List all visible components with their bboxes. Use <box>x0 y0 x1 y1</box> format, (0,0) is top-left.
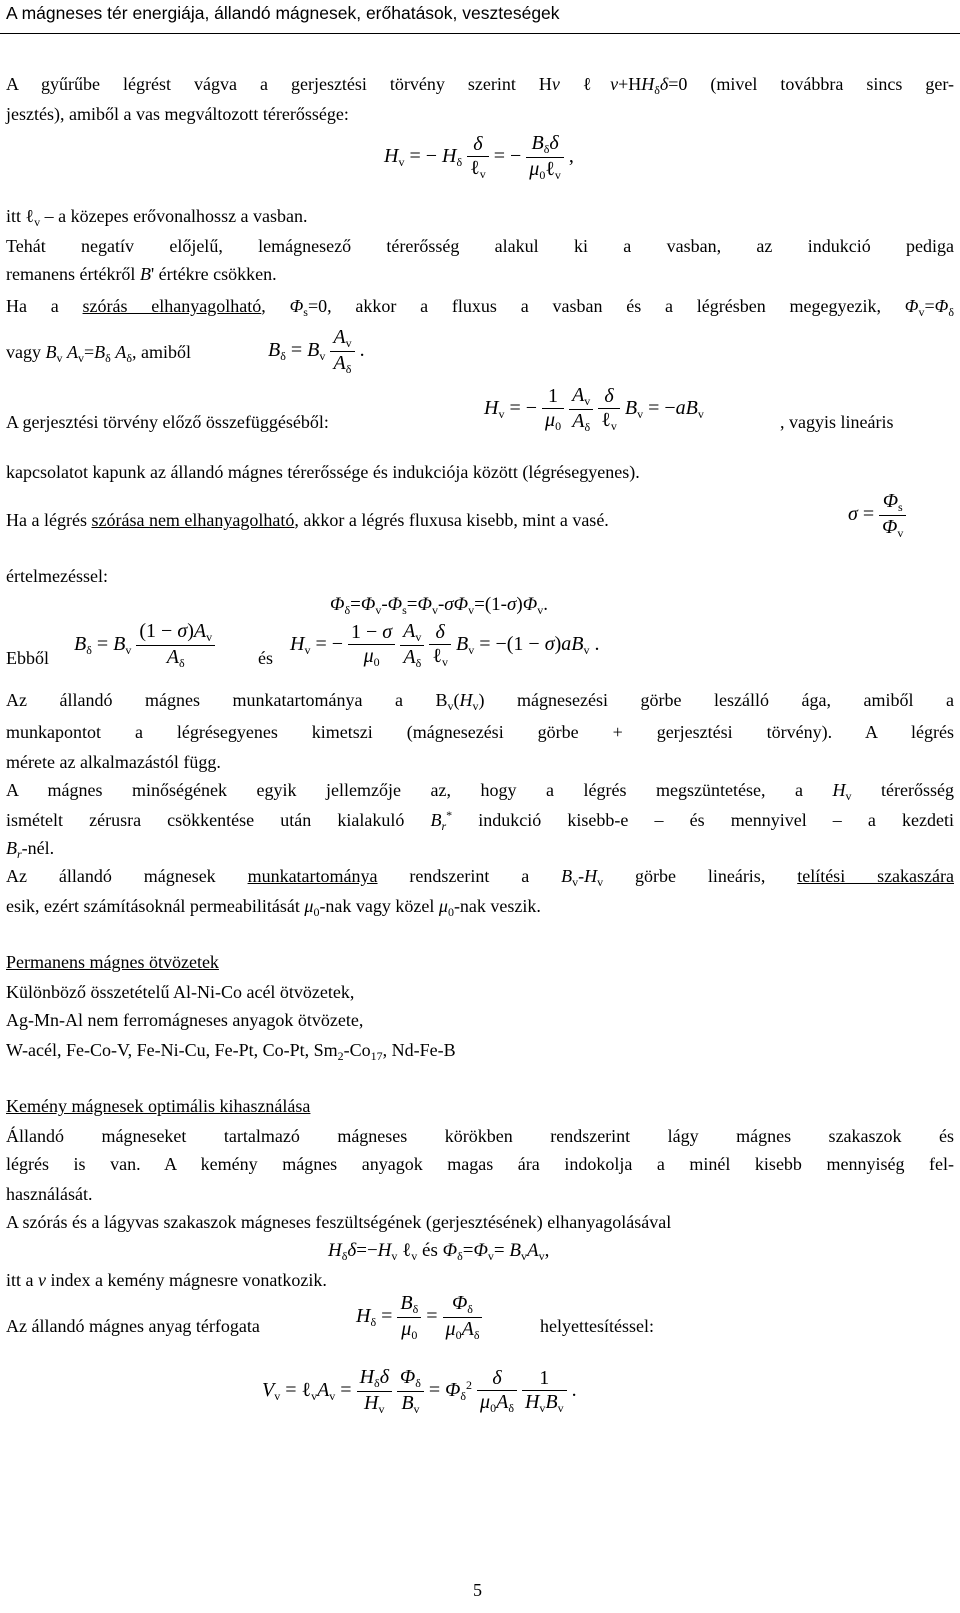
equation-h-delta: $H_\delta$ = $\frac{B_\delta}{\mu_0}$ = $\frac{\Phi_\delta}{\mu_0A_\delta}$ <box>356 1292 482 1343</box>
paragraph-5-line-1a: A gerjesztési törvény előző összefüggéséből: <box>6 412 329 432</box>
equation-bdelta: $B_\delta = B_v$ $\frac{A_v}{A_\delta}$ . <box>268 326 365 376</box>
section-2-line-4: A szórás és a lágyvas szakaszok mágneses feszültségének (gerjesztésének) elhanyagolásával <box>6 1212 672 1232</box>
paragraph-6-es: és <box>258 648 273 668</box>
section-title-permanens: Permanens mágnes ötvözetek <box>6 952 219 972</box>
paragraph-4-line-1: Ha a szórás elhanyagolható, $\Phi_s=0$, akkor a fluxus a vasban és a légrésben megegyezik, $\Phi_v=\Phi_\delta$ <box>6 296 955 319</box>
section-2-line-2: légrés is van. A kemény mágnes anyagok magas ára indokolja a minél kisebb mennyiség fel- <box>6 1154 954 1174</box>
paragraph-8-line-3: $B_r$-nél. <box>6 838 55 861</box>
paragraph-8-line-2: ismételt zérusra csökkentése után kialakuló $B_r^*$ indukció kisebb-e – és mennyivel – a kezdeti <box>6 808 955 833</box>
paragraph-8-line-1: A mágnes minőségének egyik jellemzője az, hogy a légrés megszüntetése, a $H_v$ térerősség <box>6 780 955 803</box>
section-2-line-3: használását. <box>6 1184 93 1204</box>
equation-ebbol-b: $B_\delta = B_v$ $\frac{(1 - \sigma)A_v}{A_\delta}$ <box>74 620 215 671</box>
paragraph-7-line-2: munkapontot a légrésegyenes kimetszi (mágnesezési görbe + gerjesztési törvény). A légrés <box>6 722 954 742</box>
paragraph-9-line-1: Az állandó mágnesek munkatartománya rendszerint a $B_v-H_v$ görbe lineáris, telítési szakaszára <box>6 866 955 889</box>
equation-h-phi: $H_\delta\delta=-H_v$ ℓ$_v$ és $\Phi_\delta=\Phi_v= B_vA_v$, <box>328 1240 550 1263</box>
section-title-kemeny: Kemény mágnesek optimális kihasználása <box>6 1096 311 1116</box>
paragraph-5-line-2: kapcsolatot kapunk az állandó mágnes térerőssége és indukciója között (légrésegyenes). <box>6 462 640 482</box>
section-2-line-7a: Az állandó mágnes anyag térfogata <box>6 1316 260 1336</box>
section-2-line-1: Állandó mágneseket tartalmazó mágneses körökben rendszerint lágy mágnes szakaszok és <box>6 1126 954 1146</box>
paragraph-1-line-1: A gyűrűbe légrést vágva a gerjesztési törvény szerint Hv $\ell v+HH_\delta\delta=0$ (mivel továbbra sincs ger- <box>6 74 955 97</box>
paragraph-6-line-1: Ha a légrés szórása nem elhanyagolható, akkor a légrés fluxusa kisebb, mint a vasé. <box>6 510 609 530</box>
equation-hv-linear: $H_v$ = − $\frac{1}{\mu_0}$ $\frac{A_v}{A_\delta}$ $\frac{\delta}{\ell_v}$ $B_v = -aB_v$ <box>484 384 704 434</box>
paragraph-7-line-3: mérete az alkalmazástól függ. <box>6 752 221 772</box>
equation-sigma: σ = $\frac{\Phi_s}{\Phi_v}$ <box>848 490 906 541</box>
paragraph-7-line-1: Az állandó mágnes munkatartománya a $B_v(H_v)$ mágnesezési görbe leszálló ága, amiből a <box>6 690 955 713</box>
section-2-line-6: itt a v index a kemény mágnesre vonatkozik. <box>6 1270 327 1290</box>
paragraph-4-line-2: vagy $B_v$ $A_v=B_\delta$ $A_\delta$, amiből <box>6 342 191 365</box>
equation-phi-delta: $\Phi_\delta=\Phi_v-\Phi_s=\Phi_v-\sigma\Phi_v=(1-\sigma)\Phi_v$. <box>330 594 548 617</box>
paragraph-9-line-2: esik, ezért számításoknál permeabilitását $\mu_0$-nak vagy közel $\mu_0$-nak veszik. <box>6 896 541 919</box>
page-header-title: A mágneses tér energiája, állandó mágnesek, erőhatások, veszteségek <box>6 3 560 23</box>
paragraph-3-line-2: remanens értékről B' értékre csökken. <box>6 264 277 284</box>
equation-ebbol-h: $H_v$ = − $\frac{1 - \sigma}{\mu_0}$ $\frac{A_v}{A_\delta}$ $\frac{\delta}{\ell_v}$ $B_v = -(1 - \sigma)aB_v$ . <box>290 620 600 670</box>
paragraph-6-line-2: értelmezéssel: <box>6 566 108 586</box>
paragraph-2: itt ℓ$_v$ – a közepes erővonalhossz a vasban. <box>6 206 308 229</box>
section-2-line-7b: helyettesítéssel: <box>540 1316 654 1336</box>
section-1-line-3: W-acél, Fe-Co-V, Fe-Ni-Cu, Fe-Pt, Co-Pt, $Sm_2-Co_{17}$, Nd-Fe-B <box>6 1040 456 1063</box>
paragraph-3-line-1: Tehát negatív előjelű, lemágnesező térerősség alakul ki a vasban, az indukció pediga <box>6 236 954 256</box>
section-1-line-2: Ag-Mn-Al nem ferromágneses anyagok ötvözete, <box>6 1010 364 1030</box>
equation-hv: $H_v$ = − $H_\delta$ $\frac{\delta}{\ell_v}$ = − $\frac{B_\delta\delta}{\mu_0\ell_v}$ , <box>384 132 574 182</box>
page-header <box>0 0 960 34</box>
paragraph-6-ebbol: Ebből <box>6 648 49 668</box>
equation-volume: $V_v$ = $\ell_vA_v$ = $\frac{H_\delta\delta}{H_v}$ $\frac{\Phi_\delta}{B_v}$ = $\Phi_\delta^2$ $\frac{\delta}{\mu_0A_\delta}$ $\frac{1}{H_vB_v}$ . <box>262 1366 577 1416</box>
paragraph-5-line-1b: , vagyis lineáris <box>780 412 894 432</box>
section-1-line-1: Különböző összetételű Al-Ni-Co acél ötvözetek, <box>6 982 355 1002</box>
paragraph-1-line-2: jesztés), amiből a vas megváltozott térerőssége: <box>6 104 349 124</box>
page-number: 5 <box>473 1580 482 1600</box>
